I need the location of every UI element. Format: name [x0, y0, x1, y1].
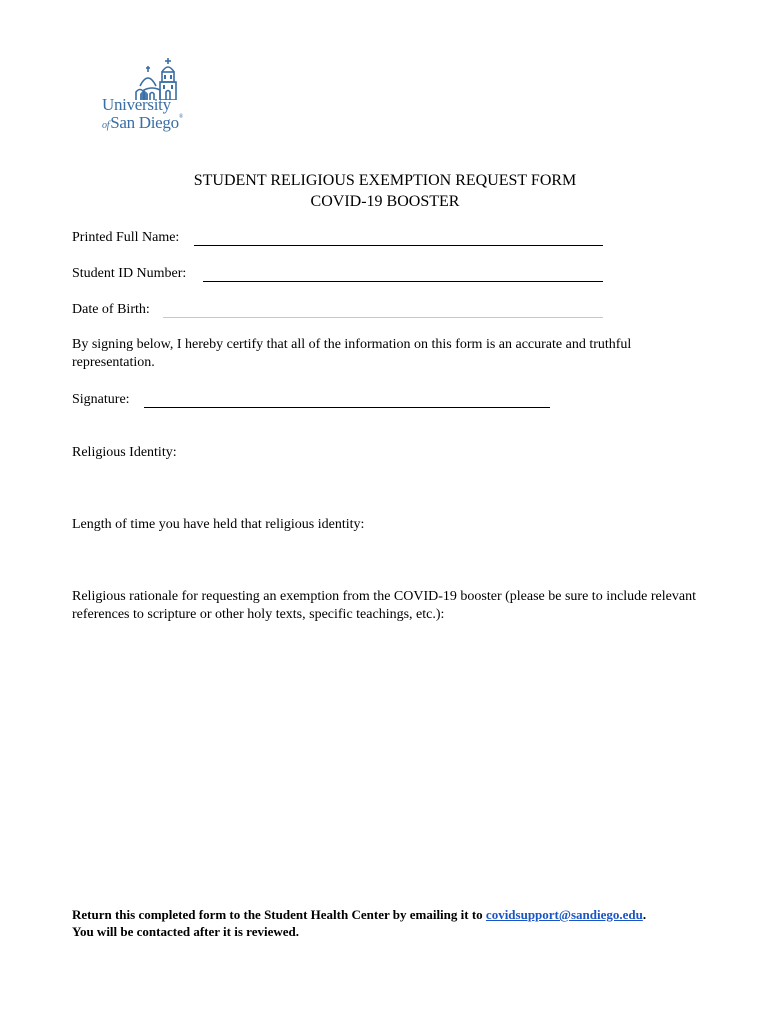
- dob-input-line[interactable]: [163, 300, 603, 318]
- religious-identity-answer-area[interactable]: [72, 464, 702, 508]
- mission-tower-logo-icon: [96, 56, 192, 100]
- form-title-line2: COVID-19 BOOSTER: [310, 193, 460, 210]
- certify-statement: By signing below, I hereby certify that all of the information on this form is an accurate and truthful representation.: [72, 337, 632, 370]
- university-logo: [96, 56, 192, 140]
- student-id-label: Student ID Number:: [72, 266, 187, 281]
- return-instructions-line1: [72, 906, 712, 923]
- logo-wordmark: [96, 96, 192, 131]
- form-title-line1: STUDENT RELIGIOUS EXEMPTION REQUEST FORM: [193, 172, 577, 189]
- rationale-label: Religious rationale for requesting an exemption from the COVID-19 booster (please be sure to include relevant references to scripture or other holy texts, specific teachings, etc.):: [72, 589, 696, 622]
- logo-word-university: University: [102, 95, 171, 114]
- rationale-answer-area[interactable]: [72, 628, 702, 898]
- full-name-field: [72, 229, 179, 247]
- religious-identity-label: Religious Identity:: [72, 445, 177, 460]
- logo-word-of: of: [102, 120, 110, 131]
- length-of-time-label: Length of time you have held that religious identity:: [72, 517, 365, 532]
- return-instructions-prefix: Return this completed form to the Student Health Center by emailing it to: [72, 907, 486, 922]
- form-title: [0, 170, 770, 212]
- length-of-time-answer-area[interactable]: [72, 536, 702, 582]
- student-id-input-line[interactable]: [203, 264, 603, 282]
- dob-label: Date of Birth:: [72, 302, 150, 317]
- full-name-input-line[interactable]: [194, 228, 603, 246]
- support-email-link[interactable]: covidsupport@sandiego.edu: [485, 907, 643, 922]
- signature-label: Signature:: [72, 392, 130, 407]
- signature-field: [72, 391, 130, 409]
- dob-field: [72, 301, 150, 319]
- student-id-field: [72, 265, 186, 283]
- return-instructions-suffix: .: [642, 907, 647, 922]
- logo-word-san-diego: San Diego: [110, 113, 179, 132]
- signature-input-line[interactable]: [144, 390, 550, 408]
- return-instructions-line2: You will be contacted after it is reviewed.: [72, 924, 299, 939]
- logo-registered-mark: ®: [178, 114, 184, 120]
- return-instructions: [72, 906, 712, 940]
- full-name-label: Printed Full Name:: [72, 230, 180, 245]
